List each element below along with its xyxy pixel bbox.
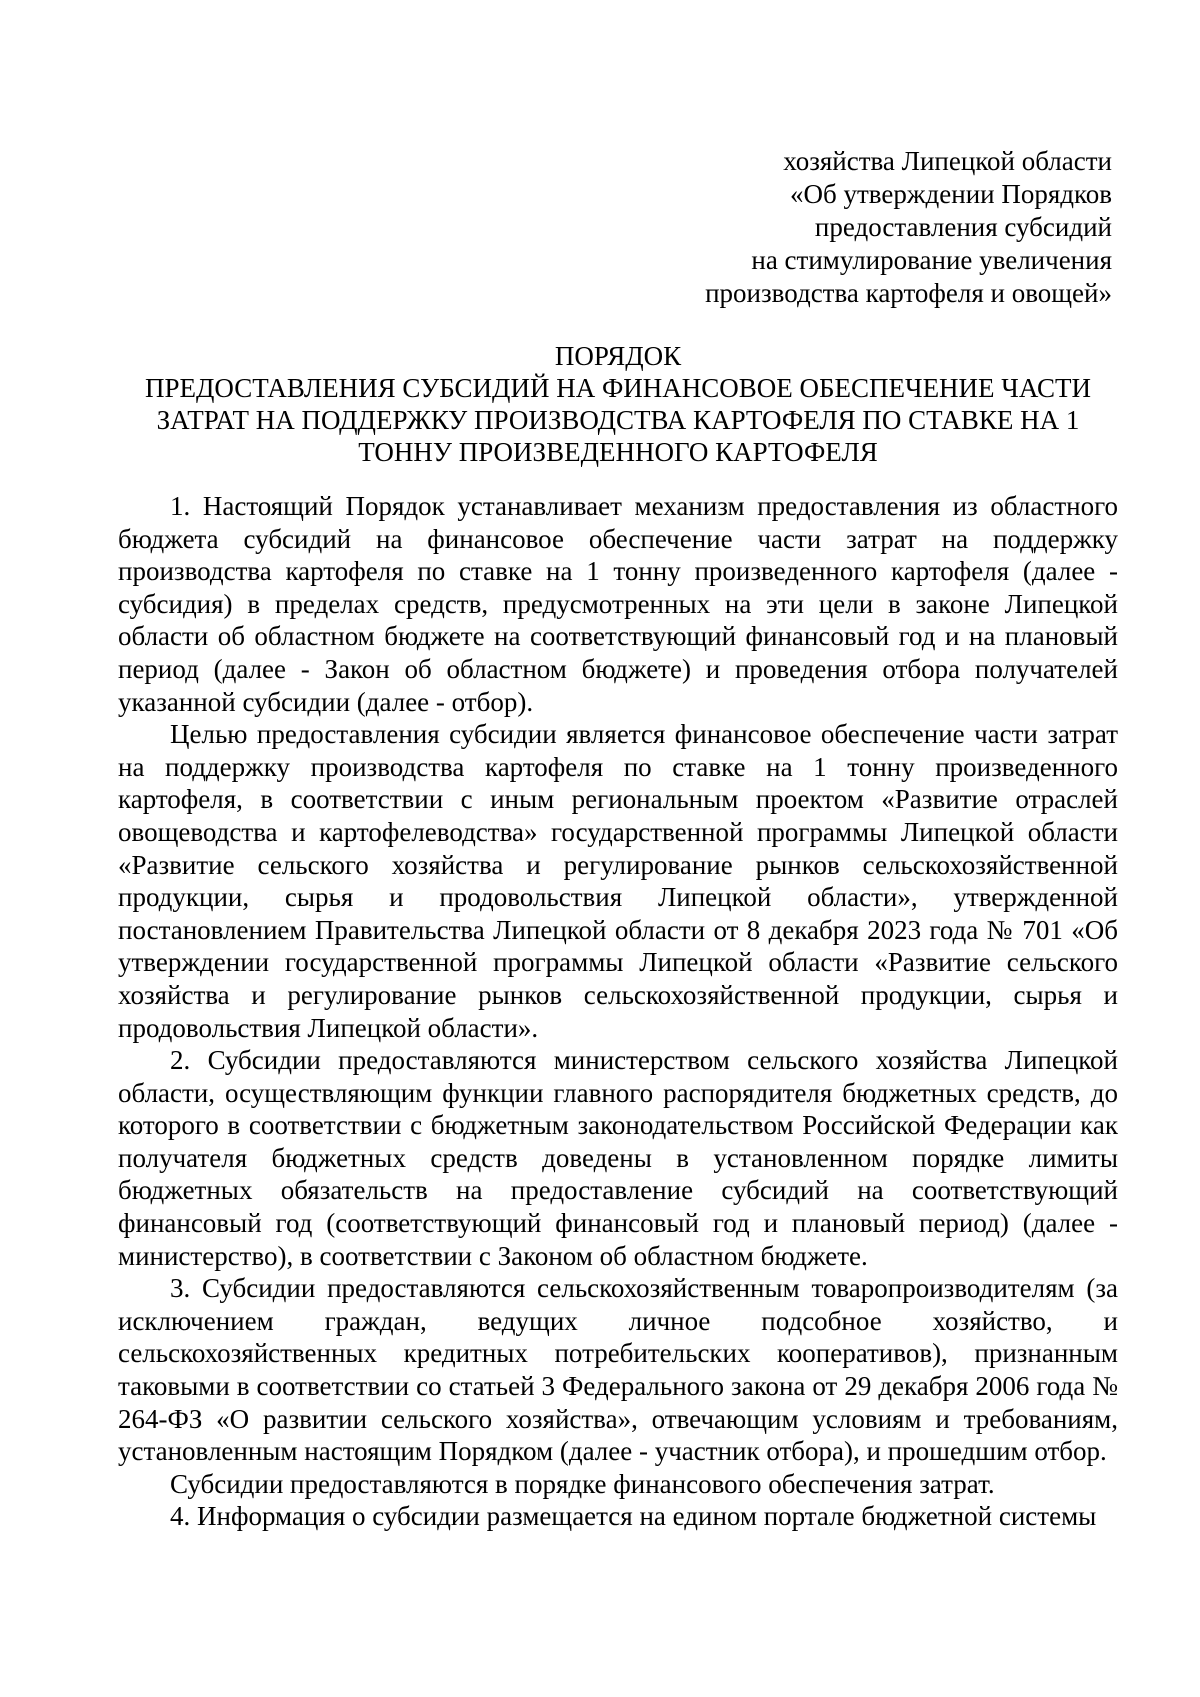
document-title <box>118 340 1118 468</box>
document-title-line: ПРЕДОСТАВЛЕНИЯ СУБСИДИЙ НА ФИНАНСОВОЕ ОБЕСПЕЧЕНИЕ ЧАСТИ <box>144 373 1091 403</box>
approval-reference-line: хозяйства Липецкой области <box>783 146 1112 176</box>
document-title-line: ЗАТРАТ НА ПОДДЕРЖКУ ПРОИЗВОДСТВА КАРТОФЕЛЯ ПО СТАВКЕ НА 1 <box>156 405 1080 435</box>
body-paragraph: Субсидии предоставляются в порядке финансового обеспечения затрат. <box>170 1468 995 1499</box>
approval-reference <box>592 145 1112 310</box>
document-body <box>118 490 1118 1533</box>
approval-reference-line: «Об утверждении Порядков <box>790 179 1112 209</box>
document-title-line: ПОРЯДОК <box>554 341 682 371</box>
approval-reference-line: производства картофеля и овощей» <box>705 278 1112 308</box>
approval-reference-line: предоставления субсидий <box>814 212 1112 242</box>
body-paragraph: 2. Субсидии предоставляются министерством сельского хозяйства Липецкой области, осуществляющим функции главного распорядителя бюджетных средств, до которого в соответствии с бюджетным законодательством Российской Федерации как получателя бюджетных средств доведены в установленном порядке лимиты бюджетных обязательств на предоставление субсидий на соответствующий финансовый год (соответствующий финансовый год и плановый период) (далее - министерство), в соответствии с Законом об областном бюджете. <box>118 1045 1118 1271</box>
body-paragraph: Целью предоставления субсидии является финансовое обеспечение части затрат на поддержку производства картофеля по ставке на 1 тонну произведенного картофеля, в соответствии с иным региональным проектом «Развитие отраслей овощеводства и картофелеводства» государственной программы Липецкой области «Развитие сельского хозяйства и регулирование рынков сельскохозяйственной продукции, сырья и продовольствия Липецкой области», утвержденной постановлением Правительства Липецкой области от 8 декабря 2023 года № 701 «Об утверждении государственной программы Липецкой области «Развитие сельского хозяйства и регулирование рынков сельскохозяйственной продукции, сырья и продовольствия Липецкой области». <box>118 719 1118 1043</box>
body-paragraph: 3. Субсидии предоставляются сельскохозяйственным товаропроизводителям (за исключением граждан, ведущих личное подсобное хозяйство, и сельскохозяйственных кредитных потребительских кооперативов), признанным таковыми в соответствии со статьей 3 Федерального закона от 29 декабря 2006 года № 264-ФЗ «О развитии сельского хозяйства», отвечающим условиям и требованиям, установленным настоящим Порядком (далее - участник отбора), и прошедшим отбор. <box>118 1273 1118 1467</box>
body-paragraph: 4. Информация о субсидии размещается на едином портале бюджетной системы <box>170 1501 1097 1532</box>
approval-reference-line: на стимулирование увеличения <box>751 245 1112 275</box>
document-title-line: ТОННУ ПРОИЗВЕДЕННОГО КАРТОФЕЛЯ <box>358 437 878 467</box>
body-paragraph: 1. Настоящий Порядок устанавливает механизм предоставления из областного бюджета субсидий на финансовое обеспечение части затрат на поддержку производства картофеля по ставке на 1 тонну произведенного картофеля (далее - субсидия) в пределах средств, предусмотренных на эти цели в законе Липецкой области об областном бюджете на соответствующий финансовый год и на плановый период (далее - Закон об областном бюджете) и проведения отбора получателей указанной субсидии (далее - отбор). <box>118 491 1118 717</box>
